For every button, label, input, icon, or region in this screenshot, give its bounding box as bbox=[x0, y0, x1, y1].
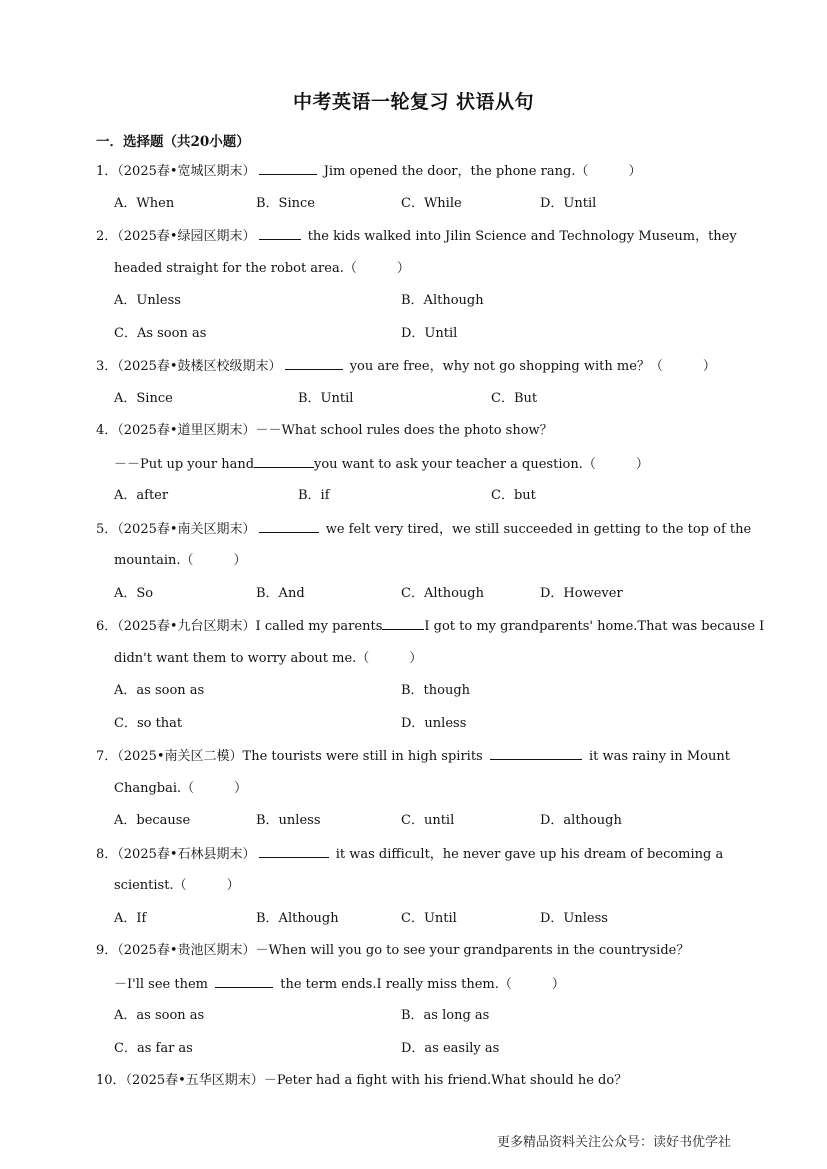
option-c: C．As soon as bbox=[114, 326, 207, 341]
option-c: C．but bbox=[491, 488, 536, 503]
question-1: 1．（2025春•宽城区期末） Jim opened the door，the phone rang.（ ） bbox=[96, 164, 642, 179]
question-9: 9．（2025春•贵池区期末）－When will you go to see your grandparents in the countryside？ bbox=[96, 943, 690, 958]
option-d: D．although bbox=[540, 813, 622, 828]
question-8: 8．（2025春•石林县期末） it was difficult，he never gave up his dream of becoming a bbox=[96, 847, 724, 862]
option-b: B．Although bbox=[401, 293, 484, 308]
footer-note: 更多精品资料关注公众号：读好书优学社 bbox=[496, 1135, 731, 1150]
option-a: A．Since bbox=[114, 391, 173, 406]
option-b: B．as long as bbox=[401, 1008, 490, 1023]
option-a: A．When bbox=[114, 196, 175, 211]
question-6-cont: didn't want them to worry about me.（ ） bbox=[114, 651, 423, 666]
section-heading: 一．选择题（共20小题） bbox=[96, 134, 250, 150]
answer-blank bbox=[215, 975, 273, 988]
question-4: 4．（2025春•道里区期末）－－What school rules does the photo show？ bbox=[96, 423, 553, 438]
question-9-cont: －I'll see them the term ends.I really miss them.（ ） bbox=[114, 977, 565, 992]
answer-blank bbox=[254, 455, 314, 468]
option-c: C．until bbox=[401, 813, 455, 828]
option-c: C．so that bbox=[114, 716, 183, 731]
option-a: A．Unless bbox=[114, 293, 181, 308]
question-3: 3．（2025春•鼓楼区校级期末） you are free，why not go shopping with me？（ ） bbox=[96, 359, 716, 374]
question-5-cont: mountain.（ ） bbox=[114, 553, 247, 568]
question-7: 7．（2025•南关区二模）The tourists were still in high spirits it was rainy in Mount bbox=[96, 749, 730, 764]
option-d: D．unless bbox=[401, 716, 467, 731]
answer-blank bbox=[382, 617, 424, 630]
question-6: 6．（2025春•九台区期末）I called my parents I got to my grandparents' home.That was because I bbox=[96, 619, 765, 634]
answer-blank bbox=[259, 162, 317, 175]
page-title: 中考英语一轮复习 状语从句 bbox=[292, 91, 535, 113]
option-a: A．as soon as bbox=[114, 1008, 205, 1023]
question-2: 2．（2025春•绿园区期末） the kids walked into Jilin Science and Technology Museum，they bbox=[96, 229, 737, 244]
question-10: 10．（2025春•五华区期末）－Peter had a fight with his friend.What should he do？ bbox=[96, 1073, 628, 1088]
question-8-cont: scientist.（ ） bbox=[114, 878, 240, 893]
option-c: C．Until bbox=[401, 911, 457, 926]
option-d: D．Until bbox=[540, 196, 597, 211]
option-d: D．However bbox=[540, 586, 623, 601]
option-b: B．And bbox=[256, 586, 305, 601]
question-2-cont: headed straight for the robot area.（ ） bbox=[114, 261, 410, 276]
option-a: A．as soon as bbox=[114, 683, 205, 698]
answer-blank bbox=[490, 747, 582, 760]
option-a: A．If bbox=[114, 911, 147, 926]
question-4-cont: －－Put up your hand you want to ask your teacher a question.（ ） bbox=[114, 457, 649, 472]
answer-blank bbox=[259, 845, 329, 858]
option-b: B．Since bbox=[256, 196, 315, 211]
option-b: B．if bbox=[298, 488, 330, 503]
option-b: B．Until bbox=[298, 391, 354, 406]
option-c: C．While bbox=[401, 196, 462, 211]
option-a: A．because bbox=[114, 813, 191, 828]
question-5: 5．（2025春•南关区期末） we felt very tired，we still succeeded in getting to the top of the bbox=[96, 522, 752, 537]
answer-blank bbox=[259, 227, 301, 240]
option-a: A．after bbox=[114, 488, 169, 503]
option-c: C．Although bbox=[401, 586, 484, 601]
option-b: B．though bbox=[401, 683, 471, 698]
option-a: A．So bbox=[114, 586, 154, 601]
option-c: C．But bbox=[491, 391, 538, 406]
option-d: D．Unless bbox=[540, 911, 608, 926]
option-d: D．Until bbox=[401, 326, 458, 341]
option-b: B．unless bbox=[256, 813, 321, 828]
option-b: B．Although bbox=[256, 911, 339, 926]
answer-blank bbox=[259, 520, 319, 533]
option-c: C．as far as bbox=[114, 1041, 193, 1056]
option-d: D．as easily as bbox=[401, 1041, 500, 1056]
question-7-cont: Changbai.（ ） bbox=[114, 781, 248, 796]
answer-blank bbox=[285, 357, 343, 370]
